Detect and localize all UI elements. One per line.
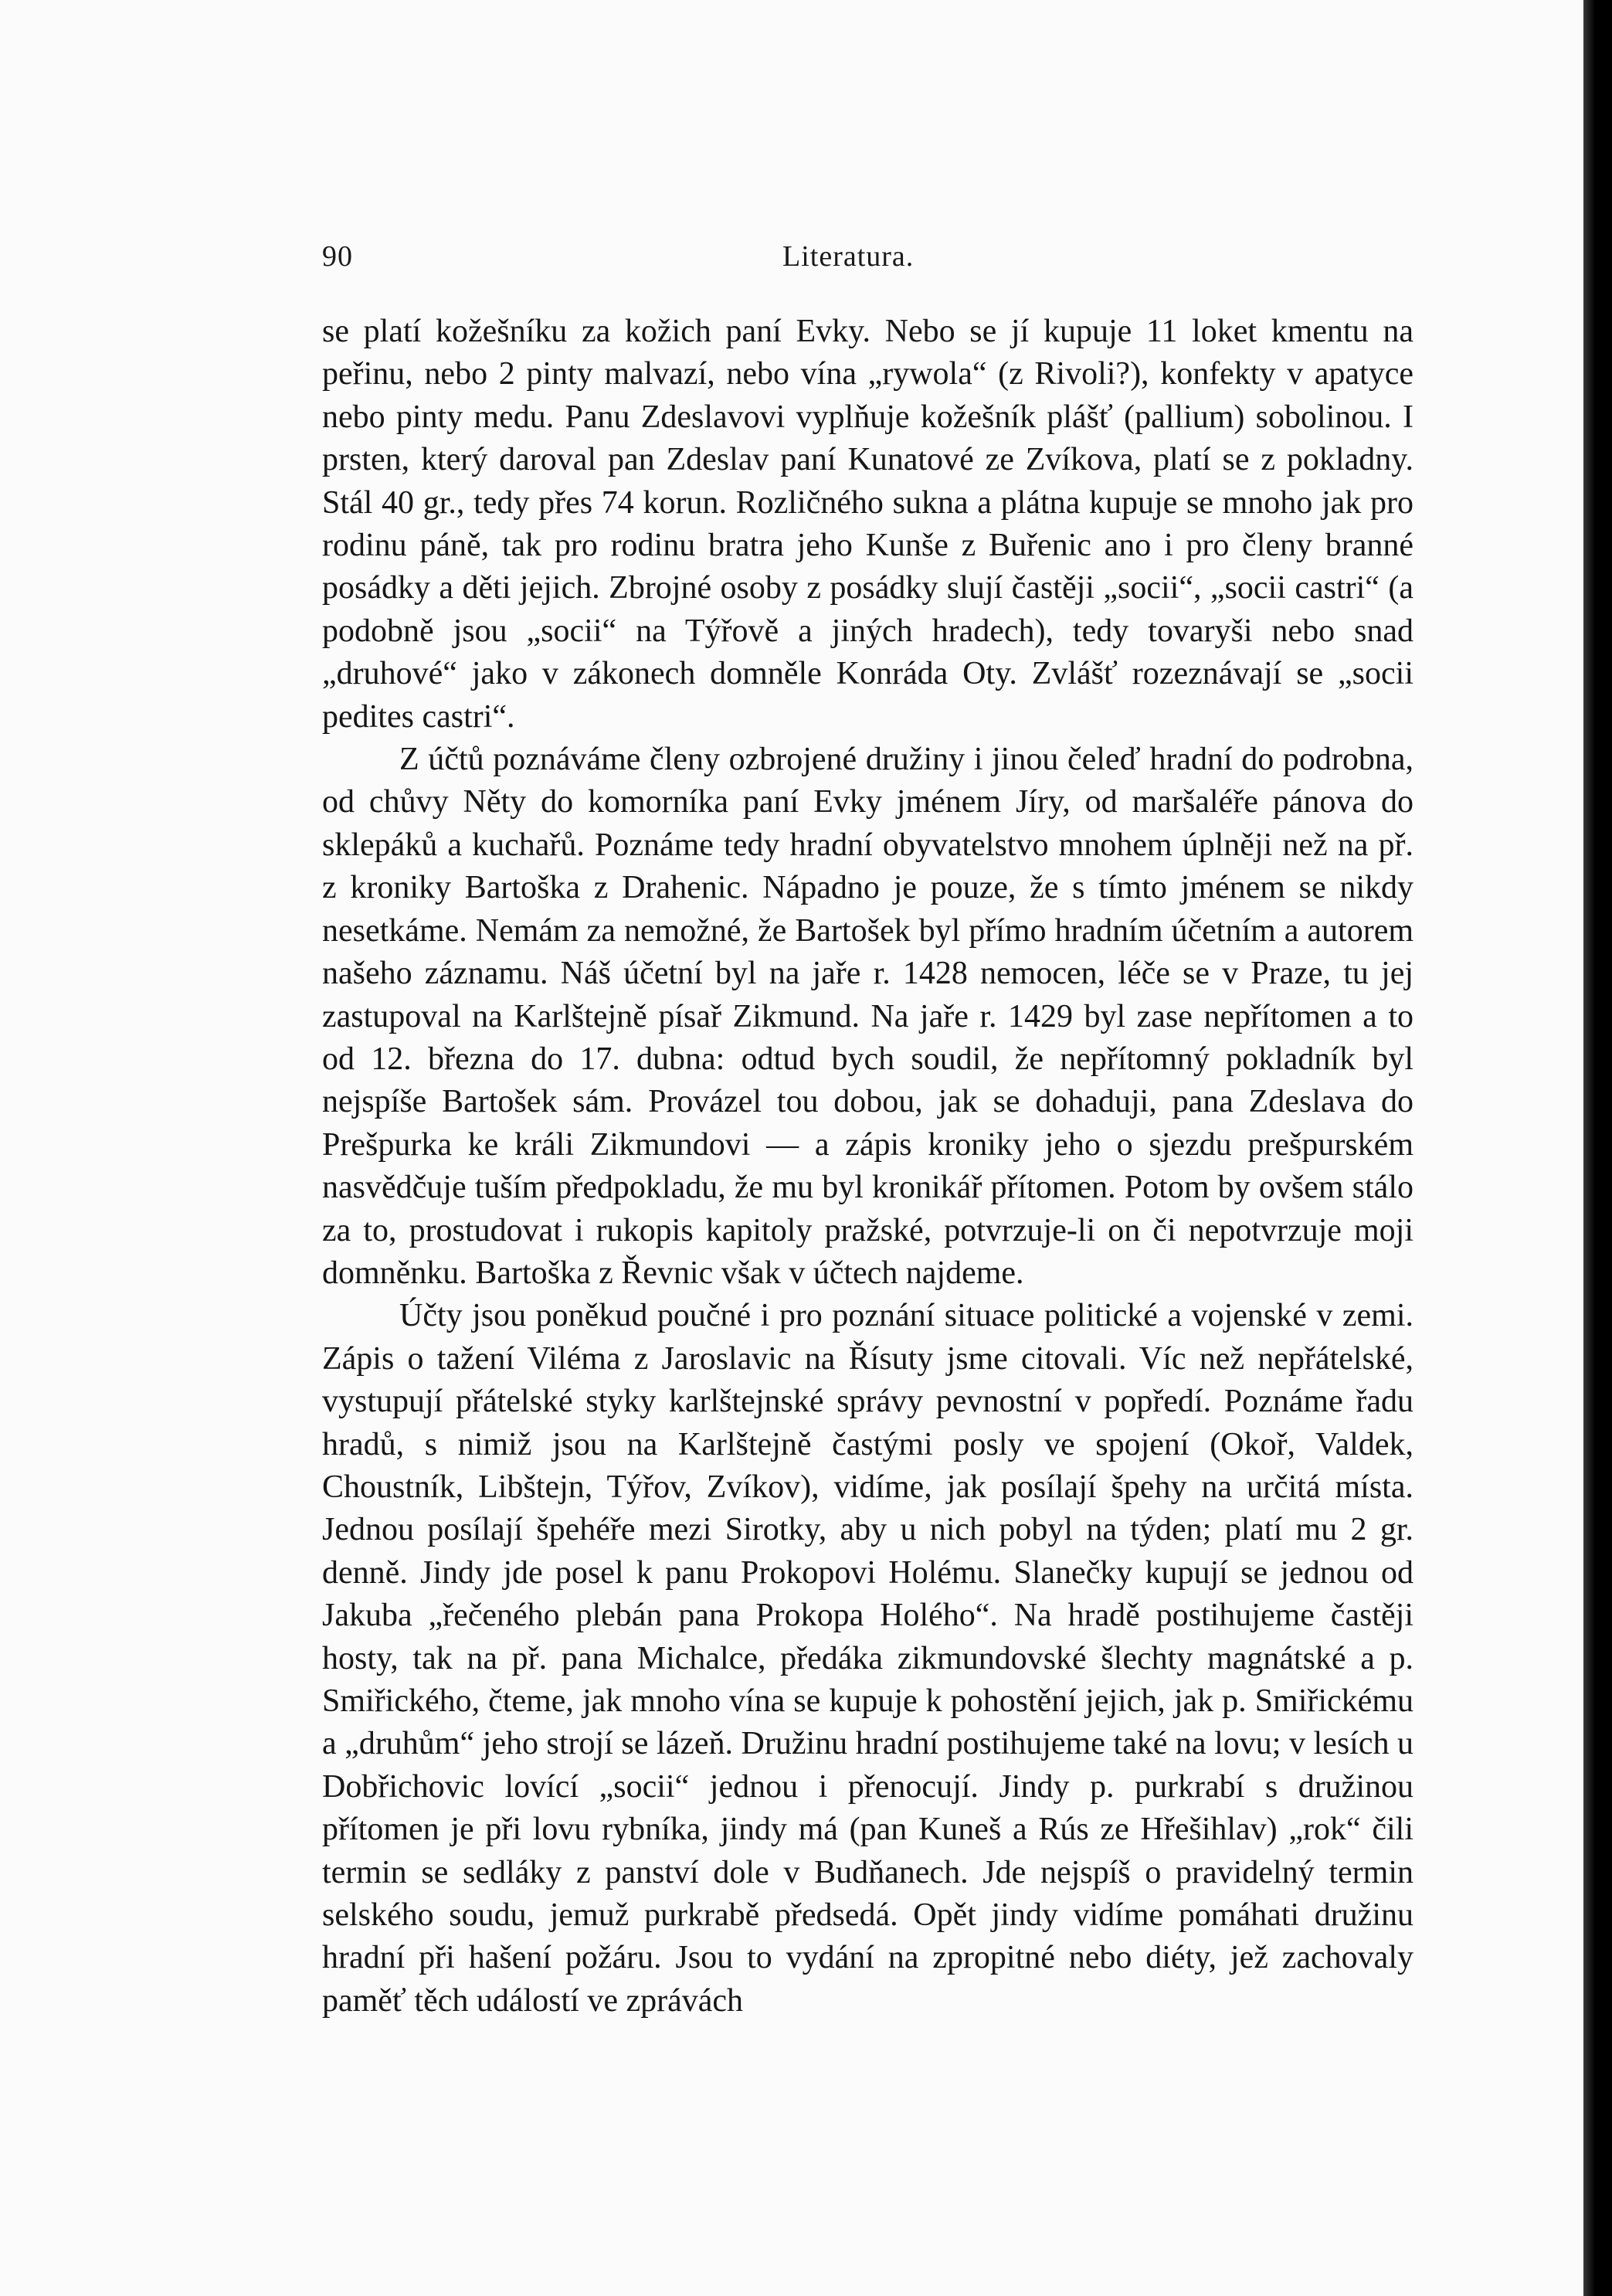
paragraph: Účty jsou poněkud poučné i pro poznání situace politické a vojenské v zemi. Zápis o tažení Viléma z Jaroslavic na Řísuty jsme citovali. Víc než nepřátelské, vystupují přátelské styky karlštejnské správy pevnostní v popředí. Poznáme řadu hradů, s nimiž jsou na Karlštejně častými posly ve spojení (Okoř, Valdek, Choustník, Libštejn, Týřov, Zvíkov), vidíme, jak posílají špehy na určitá místa. Jednou posílají špehéře mezi Sirotky, aby u nich pobyl na týden; platí mu 2 gr. denně. Jindy jde posel k panu Prokopovi Holému. Slanečky kupují se jednou od Jakuba „řečeného plebán pana Prokopa Holého“. Na hradě postihujeme častěji hosty, tak na př. pana Michalce, předáka zikmundovské šlechty magnátské a p. Smiřického, čteme, jak mnoho vína se kupuje k pohostění jejich, jak p. Smiřickému a „druhům“ jeho strojí se lázeň. Družinu hradní postihujeme také na lovu; v lesích u Dobřichovic lovící „socii“ jednou i přenocují. Jindy p. purkrabí s družinou přítomen je při lovu rybníka, jindy má (pan Kuneš a Rús ze Hřešihlav) „rok“ čili termin se sedláky z panství dole v Budňanech. Jde nejspíš o pravidelný termin selského soudu, jemuž purkrabě předsedá. Opět jindy vidíme pomáhati družinu hradní při hašení požáru. Jsou to vydání na zpropitné nebo diéty, jež zachovaly paměť těch událostí ve zprávách xyxy=(322,1298,1413,2019)
paragraph: se platí kožešníku za kožich paní Evky. Nebo se jí kupuje 11 loket kmentu na peřinu, nebo 2 pinty malvazí, nebo vína „rywola“ (z Rivoli?), konfekty v apatyce nebo pinty medu. Panu Zdeslavovi vyplňuje kožešník plášť (pallium) sobolinou. I prsten, který daroval pan Zdeslav paní Kunatové ze Zvíkova, platí se z pokladny. Stál 40 gr., tedy přes 74 korun. Rozličného sukna a plátna kupuje se mnoho jak pro rodinu páně, tak pro rodinu bratra jeho Kunše z Buřenic ano i pro členy branné posádky a děti jejich. Zbrojné osoby z posádky slují častěji „socii“, „socii castri“ (a podobně jsou „socii“ na Týřově a jiných hradech), tedy tovaryši nebo snad „druhové“ jako v zákonech domněle Konráda Oty. Zvlášť rozeznávají se „socii pedites castri“. xyxy=(322,314,1413,735)
page-edge xyxy=(1583,0,1612,2296)
body-text xyxy=(322,311,1413,2023)
running-title: Literatura. xyxy=(782,240,915,273)
page-header xyxy=(0,239,1583,278)
paragraph: Z účtů poznáváme členy ozbrojené družiny i jinou čeleď hradní do podrobna, od chůvy Něty do komorníka paní Evky jménem Jíry, od maršaléře pánova do sklepáků a kuchařů. Poznáme tedy hradní obyvatelstvo mnohem úplněji než na př. z kroniky Bartoška z Drahenic. Nápadno je pouze, že s tímto jménem se nikdy nesetkáme. Nemám za nemožné, že Bartošek byl přímo hradním účetním a autorem našeho záznamu. Náš účetní byl na jaře r. 1428 nemocen, léče se v Praze, tu jej zastupoval na Karlštejně písař Zikmund. Na jaře r. 1429 byl zase nepřítomen a to od 12. března do 17. dubna: odtud bych soudil, že nepřítomný pokladník byl nejspíše Bartošek sám. Provázel tou dobou, jak se dohaduji, pana Zdeslava do Prešpurka ke králi Zikmundovi — a zápis kroniky jeho o sjezdu prešpurském nasvědčuje tuším předpokladu, že mu byl kronikář přítomen. Potom by ovšem stálo za to, prostudovat i rukopis kapitoly pražské, potvrzuje-li on či nepotvrzuje moji domněnku. Bartoška z Řevnic však v účtech najdeme. xyxy=(322,742,1413,1291)
page-number: 90 xyxy=(322,240,353,273)
